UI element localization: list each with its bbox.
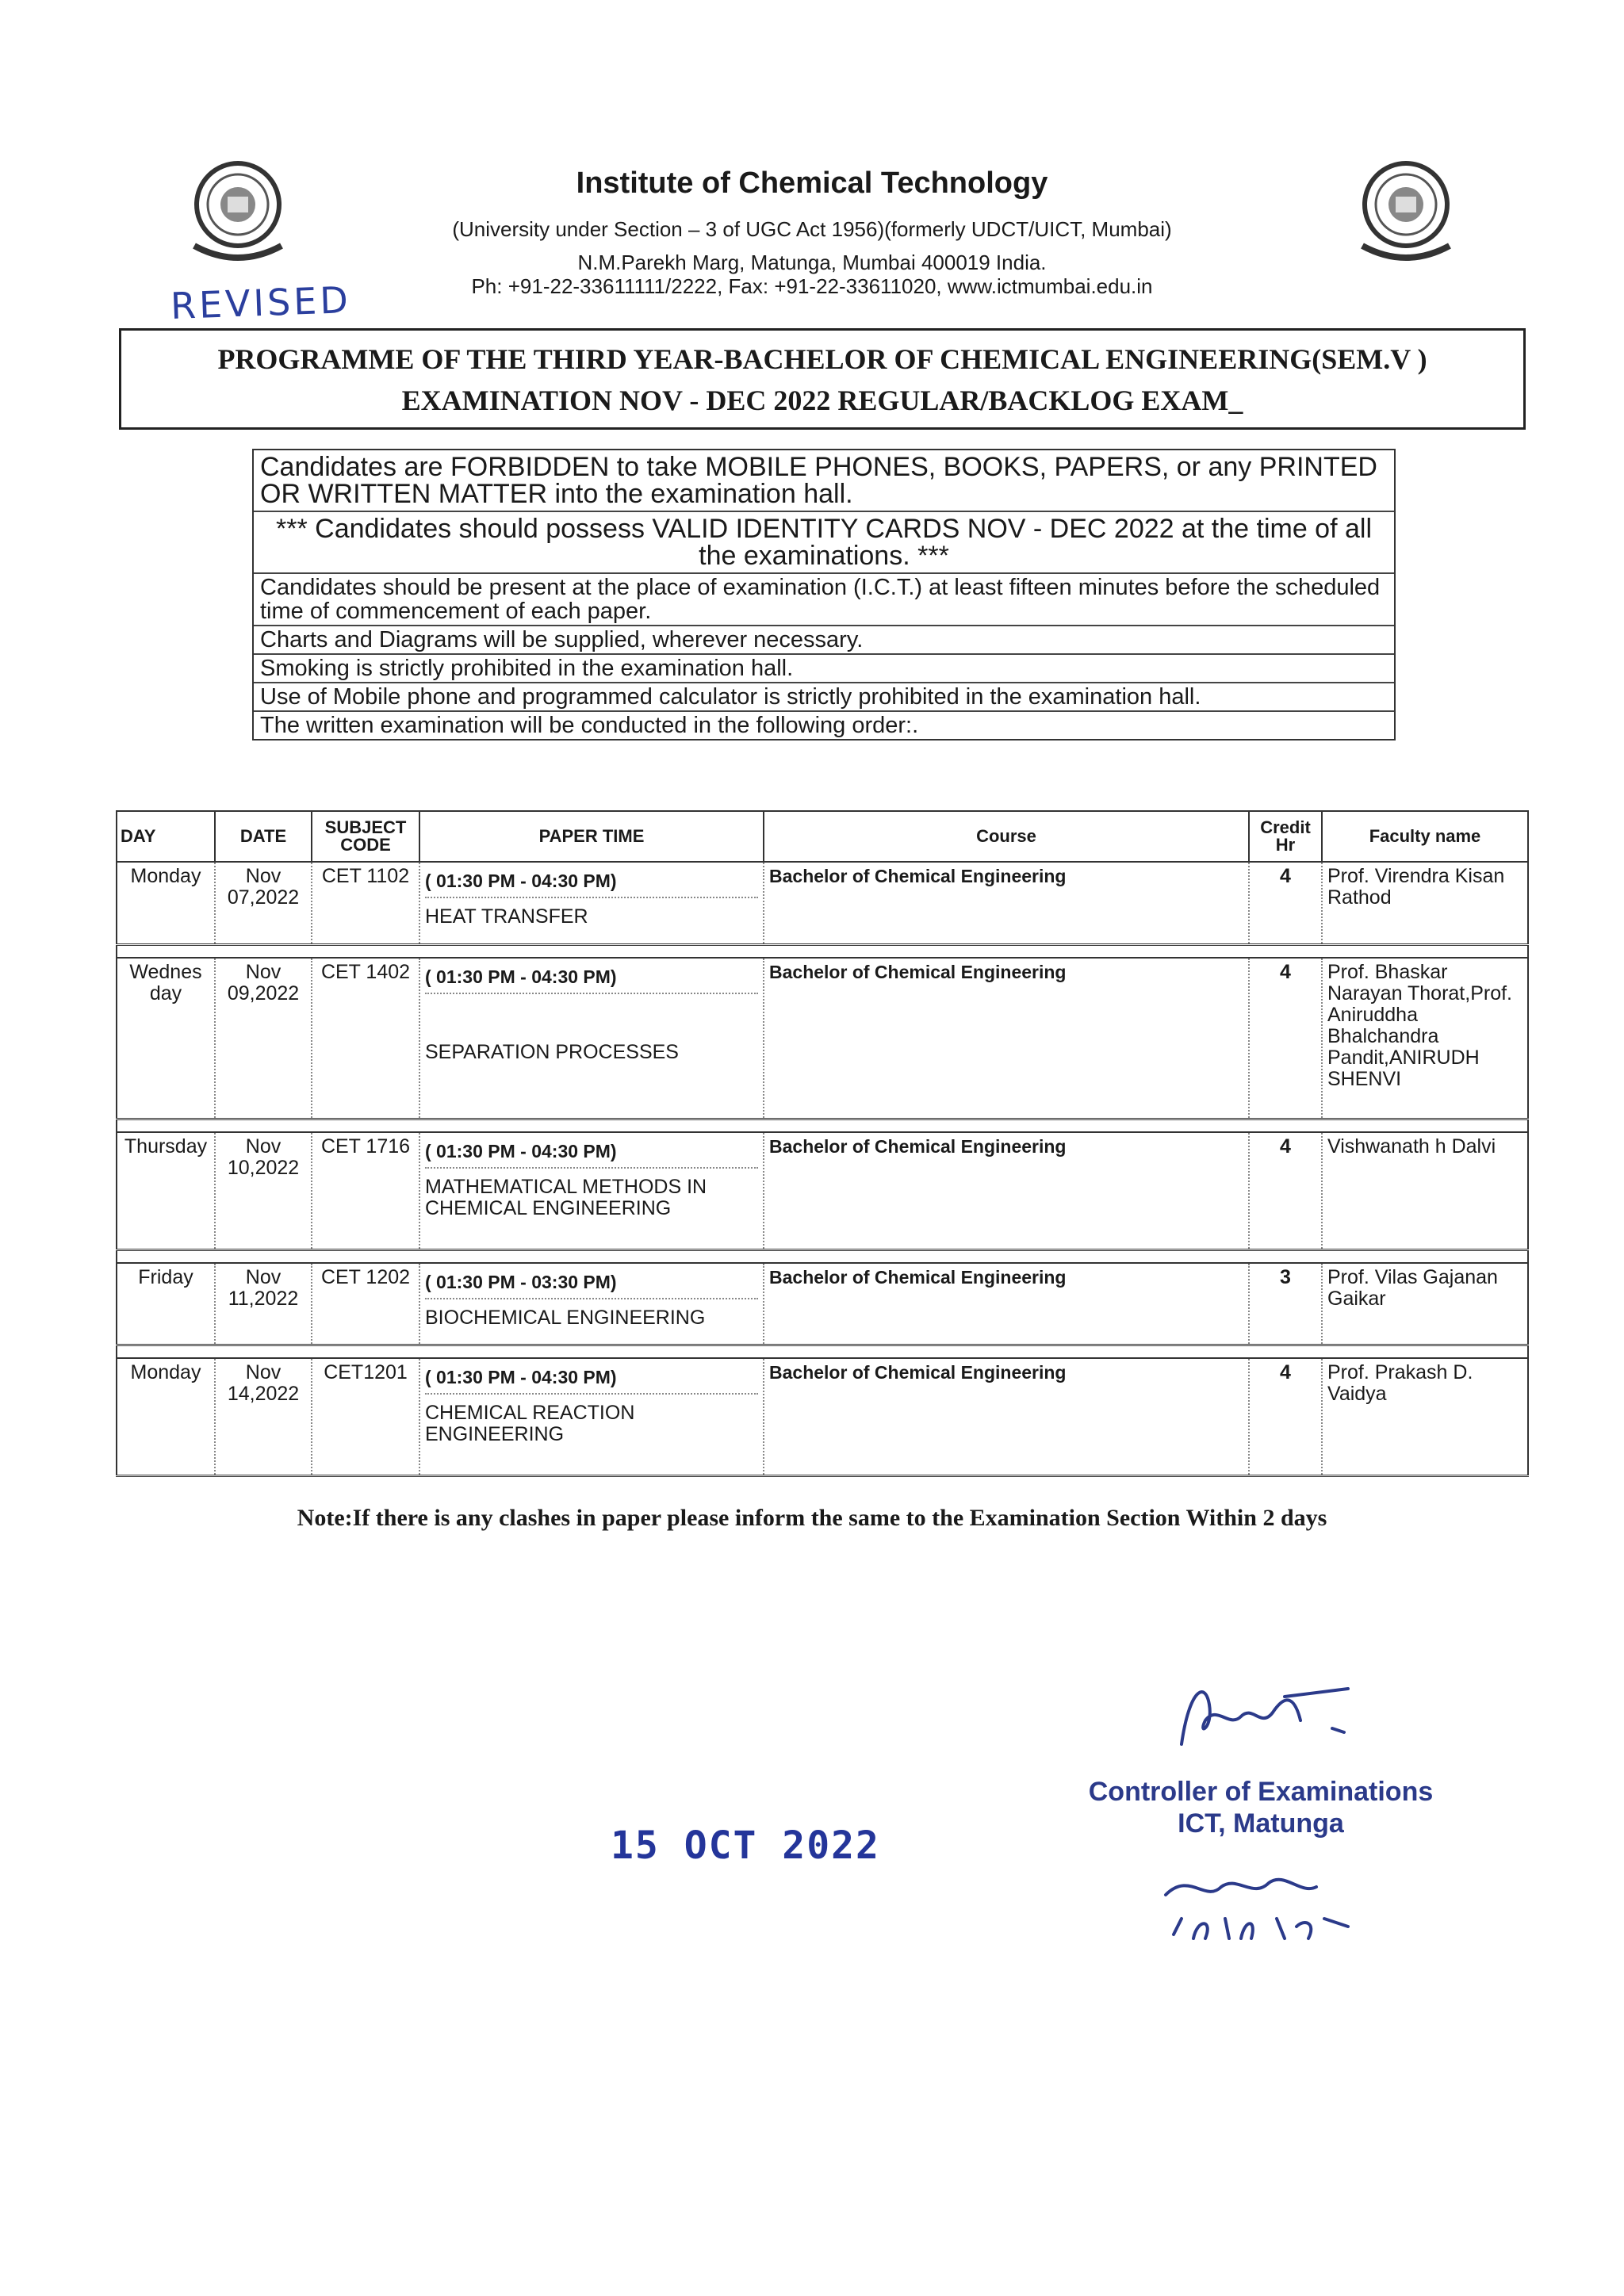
cell-course: Bachelor of Chemical Engineering bbox=[764, 862, 1249, 944]
cell-date: Nov 09,2022 bbox=[215, 958, 312, 1119]
controller-title: Controller of Examinations bbox=[1088, 1777, 1434, 1807]
table-row bbox=[117, 1358, 1528, 1475]
cell-paper bbox=[419, 1358, 764, 1475]
table-row bbox=[117, 862, 1528, 944]
cell-date: Nov 14,2022 bbox=[215, 1358, 312, 1475]
cell-faculty: Prof. Virendra Kisan Rathod bbox=[1322, 862, 1528, 944]
paper-time: ( 01:30 PM - 04:30 PM) bbox=[425, 1141, 758, 1169]
instruction-item: Candidates are FORBIDDEN to take MOBILE PHONES, BOOKS, PAPERS, or any PRINTED OR WRITTEN MATTER into the examination hall. bbox=[254, 450, 1394, 512]
cell-course: Bachelor of Chemical Engineering bbox=[764, 1132, 1249, 1249]
col-header-day: DAY bbox=[117, 811, 215, 862]
controller-stamp bbox=[1086, 1776, 1435, 1839]
instruction-item: Charts and Diagrams will be supplied, wherever necessary. bbox=[254, 626, 1394, 655]
exam-schedule-table bbox=[116, 810, 1529, 1477]
revised-stamp: REVISED bbox=[170, 278, 352, 327]
col-header-course: Course bbox=[764, 811, 1249, 862]
table-row bbox=[117, 1132, 1528, 1249]
cell-code: CET1201 bbox=[312, 1358, 419, 1475]
cell-paper bbox=[419, 1263, 764, 1345]
cell-course: Bachelor of Chemical Engineering bbox=[764, 1358, 1249, 1475]
clash-note: Note:If there is any clashes in paper please inform the same to the Examination Section Within 2 days bbox=[297, 1505, 1327, 1531]
cell-faculty: Prof. Prakash D. Vaidya bbox=[1322, 1358, 1528, 1475]
paper-name: MATHEMATICAL METHODS IN CHEMICAL ENGINEERING bbox=[425, 1176, 707, 1219]
cell-day: Monday bbox=[117, 1358, 215, 1475]
paper-name: CHEMICAL REACTION ENGINEERING bbox=[425, 1402, 635, 1445]
controller-location: ICT, Matunga bbox=[1178, 1808, 1344, 1839]
cell-code: CET 1202 bbox=[312, 1263, 419, 1345]
cell-code: CET 1716 bbox=[312, 1132, 419, 1249]
cell-day: Thursday bbox=[117, 1132, 215, 1249]
paper-name: SEPARATION PROCESSES bbox=[425, 1040, 679, 1063]
cell-day: Wednes day bbox=[117, 958, 215, 1119]
cell-faculty: Prof. Bhaskar Narayan Thorat,Prof. Aniruddha Bhalchandra Pandit,ANIRUDH SHENVI bbox=[1322, 958, 1528, 1119]
col-header-paper-time: PAPER TIME bbox=[419, 811, 764, 862]
col-header-faculty: Faculty name bbox=[1322, 811, 1528, 862]
table-row bbox=[117, 958, 1528, 1119]
cell-course: Bachelor of Chemical Engineering bbox=[764, 1263, 1249, 1345]
instruction-item: Smoking is strictly prohibited in the examination hall. bbox=[254, 655, 1394, 683]
cell-day: Monday bbox=[117, 862, 215, 944]
instruction-item: Use of Mobile phone and programmed calculator is strictly prohibited in the examination hall. bbox=[254, 683, 1394, 712]
col-header-date: DATE bbox=[215, 811, 312, 862]
paper-time: ( 01:30 PM - 04:30 PM) bbox=[425, 871, 758, 898]
cell-date: Nov 11,2022 bbox=[215, 1263, 312, 1345]
instruction-item: Candidates should be present at the place of examination (I.C.T.) at least fifteen minutes before the scheduled time of commencement of each paper. bbox=[254, 574, 1394, 626]
paper-time: ( 01:30 PM - 03:30 PM) bbox=[425, 1272, 758, 1299]
cell-code: CET 1402 bbox=[312, 958, 419, 1119]
programme-title-line1: PROGRAMME OF THE THIRD YEAR-BACHELOR OF CHEMICAL ENGINEERING(SEM.V ) bbox=[217, 343, 1427, 375]
paper-time: ( 01:30 PM - 04:30 PM) bbox=[425, 1367, 758, 1395]
initials-handwritten bbox=[1158, 1863, 1364, 1958]
cell-course: Bachelor of Chemical Engineering bbox=[764, 958, 1249, 1119]
cell-credit: 3 bbox=[1249, 1263, 1322, 1345]
cell-faculty: Vishwanath h Dalvi bbox=[1322, 1132, 1528, 1249]
col-header-subject-code: SUBJECT CODE bbox=[312, 811, 419, 862]
cell-credit: 4 bbox=[1249, 1358, 1322, 1475]
date-stamp: 15 OCT 2022 bbox=[611, 1823, 880, 1868]
programme-title-box bbox=[119, 328, 1526, 430]
table-header-row bbox=[117, 811, 1528, 862]
cell-credit: 4 bbox=[1249, 958, 1322, 1119]
paper-time: ( 01:30 PM - 04:30 PM) bbox=[425, 966, 758, 994]
institute-name: Institute of Chemical Technology bbox=[576, 166, 1048, 200]
instruction-item: The written examination will be conducted in the following order:. bbox=[260, 713, 919, 738]
institute-address: N.M.Parekh Marg, Matunga, Mumbai 400019 India. bbox=[577, 251, 1047, 274]
cell-credit: 4 bbox=[1249, 862, 1322, 944]
cell-paper bbox=[419, 862, 764, 944]
institute-affiliation: (University under Section – 3 of UGC Act 1956)(formerly UDCT/UICT, Mumbai) bbox=[452, 217, 1172, 241]
programme-title-line2: EXAMINATION NOV - DEC 2022 REGULAR/BACKLOG EXAM_ bbox=[401, 385, 1243, 416]
paper-name: BIOCHEMICAL ENGINEERING bbox=[425, 1306, 706, 1329]
col-header-credit: Credit Hr bbox=[1249, 811, 1322, 862]
institute-contact: Ph: +91-22-33611111/2222, Fax: +91-22-33611020, www.ictmumbai.edu.in bbox=[471, 274, 1153, 298]
cell-date: Nov 07,2022 bbox=[215, 862, 312, 944]
instructions-box bbox=[252, 449, 1396, 740]
cell-credit: 4 bbox=[1249, 1132, 1322, 1249]
cell-day: Friday bbox=[117, 1263, 215, 1345]
table-row bbox=[117, 1263, 1528, 1345]
cell-code: CET 1102 bbox=[312, 862, 419, 944]
controller-signature bbox=[1174, 1673, 1380, 1760]
cell-paper bbox=[419, 1132, 764, 1249]
cell-date: Nov 10,2022 bbox=[215, 1132, 312, 1249]
instruction-item: *** Candidates should possess VALID IDENTITY CARDS NOV - DEC 2022 at the time of all the examinations. *** bbox=[254, 512, 1394, 574]
paper-name: HEAT TRANSFER bbox=[425, 905, 588, 928]
cell-paper bbox=[419, 958, 764, 1119]
cell-faculty: Prof. Vilas Gajanan Gaikar bbox=[1322, 1263, 1528, 1345]
